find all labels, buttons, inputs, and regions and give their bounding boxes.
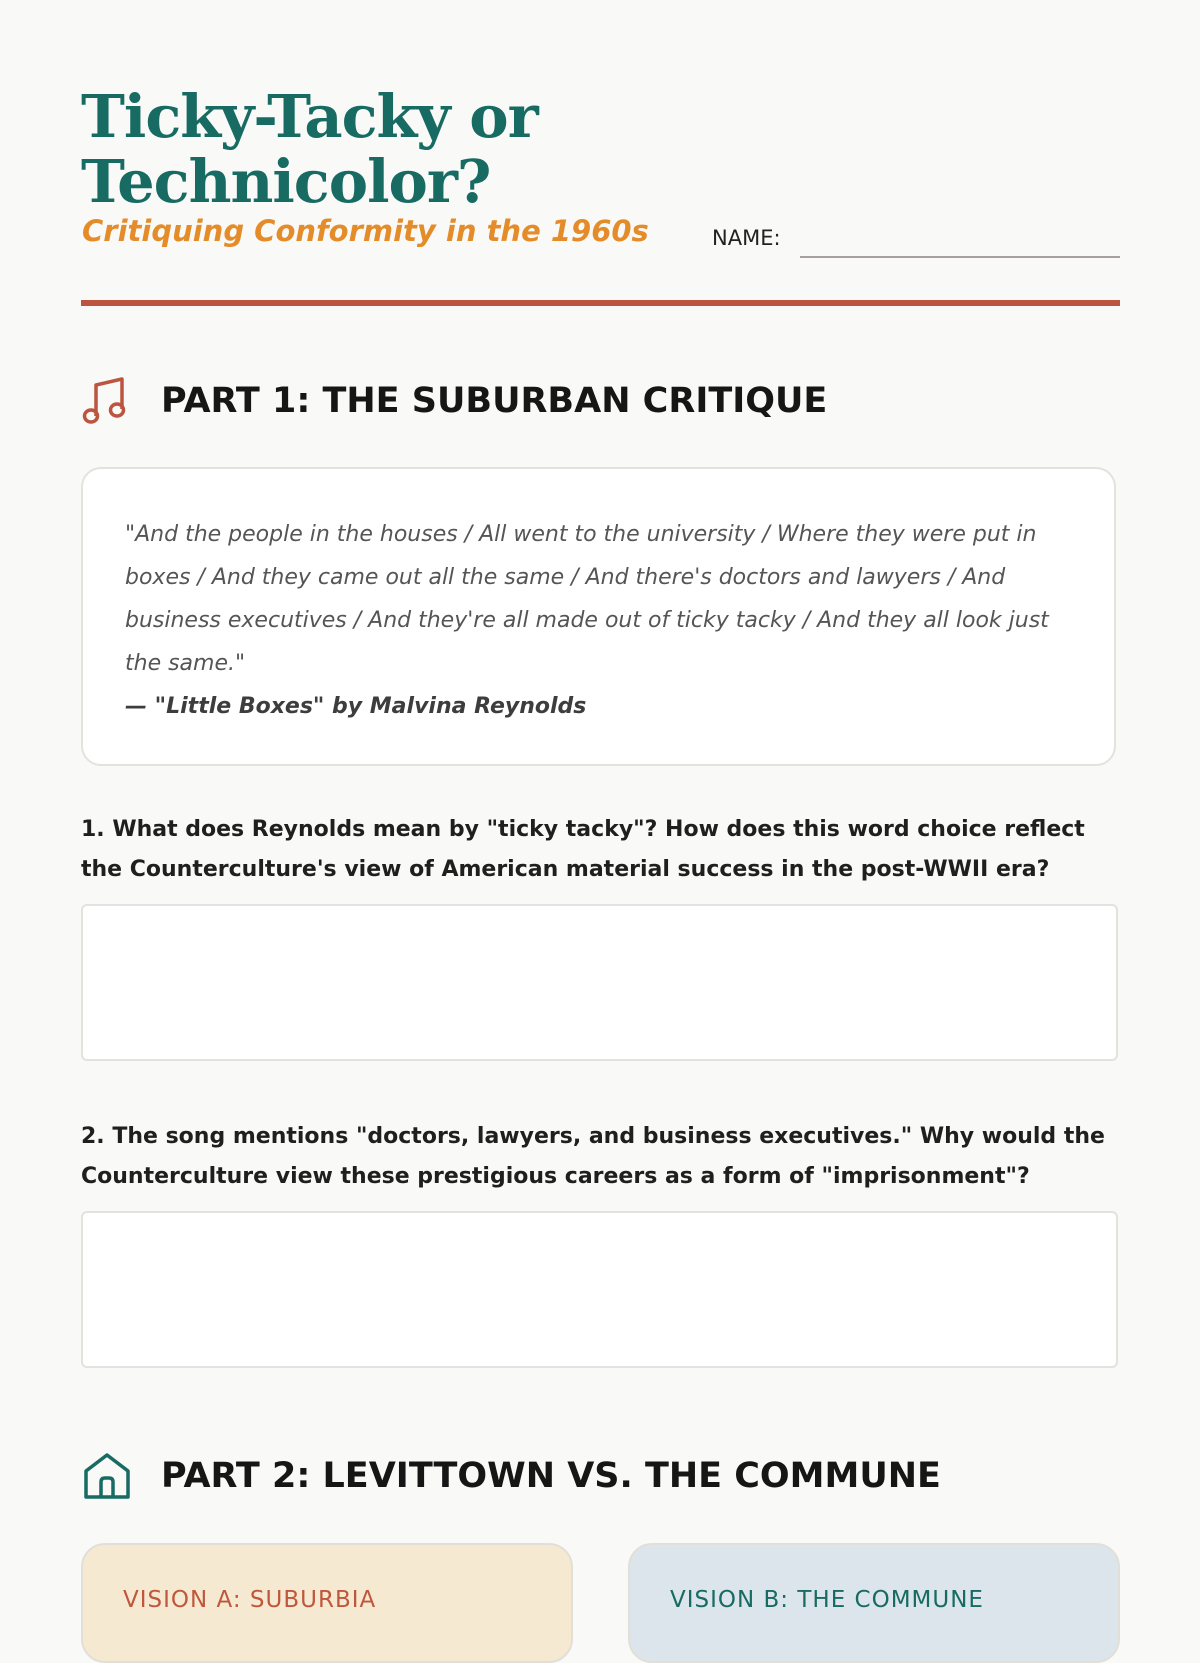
quote-text: "And the people in the houses / All went to the university / Where they were put in boxes / And they came out all the same / And there's doctors and lawyers / And business executives / And they're all made out of ticky tacky / And they all look just the same." (125, 522, 1049, 676)
answer-box-2[interactable] (81, 1211, 1118, 1368)
music-note-icon (81, 375, 133, 427)
part1-header (81, 375, 1120, 427)
name-label: NAME: (712, 226, 781, 250)
part1-title: PART 1: THE SUBURBAN CRITIQUE (161, 381, 828, 421)
worksheet-title: Ticky-Tacky or Technicolor? (81, 82, 538, 216)
worksheet-page (81, 0, 1120, 1613)
vision-b-title: VISION B: THE COMMUNE (670, 1587, 984, 1613)
vision-a-card (81, 1543, 573, 1663)
question-2: 2. The song mentions "doctors, lawyers, and business executives." Why would the Counterculture view these prestigious careers as a form of "imprisonment"? (81, 1124, 1105, 1189)
part2-title: PART 2: LEVITTOWN VS. THE COMMUNE (161, 1456, 941, 1496)
question-1: 1. What does Reynolds mean by "ticky tacky"? How does this word choice reflect the Counterculture's view of American material success in the post-WWII era? (81, 817, 1085, 882)
name-field-line[interactable] (800, 256, 1120, 258)
worksheet-subtitle: Critiquing Conformity in the 1960s (82, 214, 649, 248)
vision-b-card (628, 1543, 1120, 1663)
header-divider (81, 300, 1120, 306)
part2-header (81, 1450, 1120, 1502)
house-icon (81, 1450, 133, 1502)
answer-box-1[interactable] (81, 904, 1118, 1061)
vision-a-title: VISION A: SUBURBIA (123, 1587, 377, 1613)
quote-attribution: — "Little Boxes" by Malvina Reynolds (125, 694, 587, 719)
quote-card (81, 467, 1116, 766)
worksheet-header (81, 84, 1120, 304)
